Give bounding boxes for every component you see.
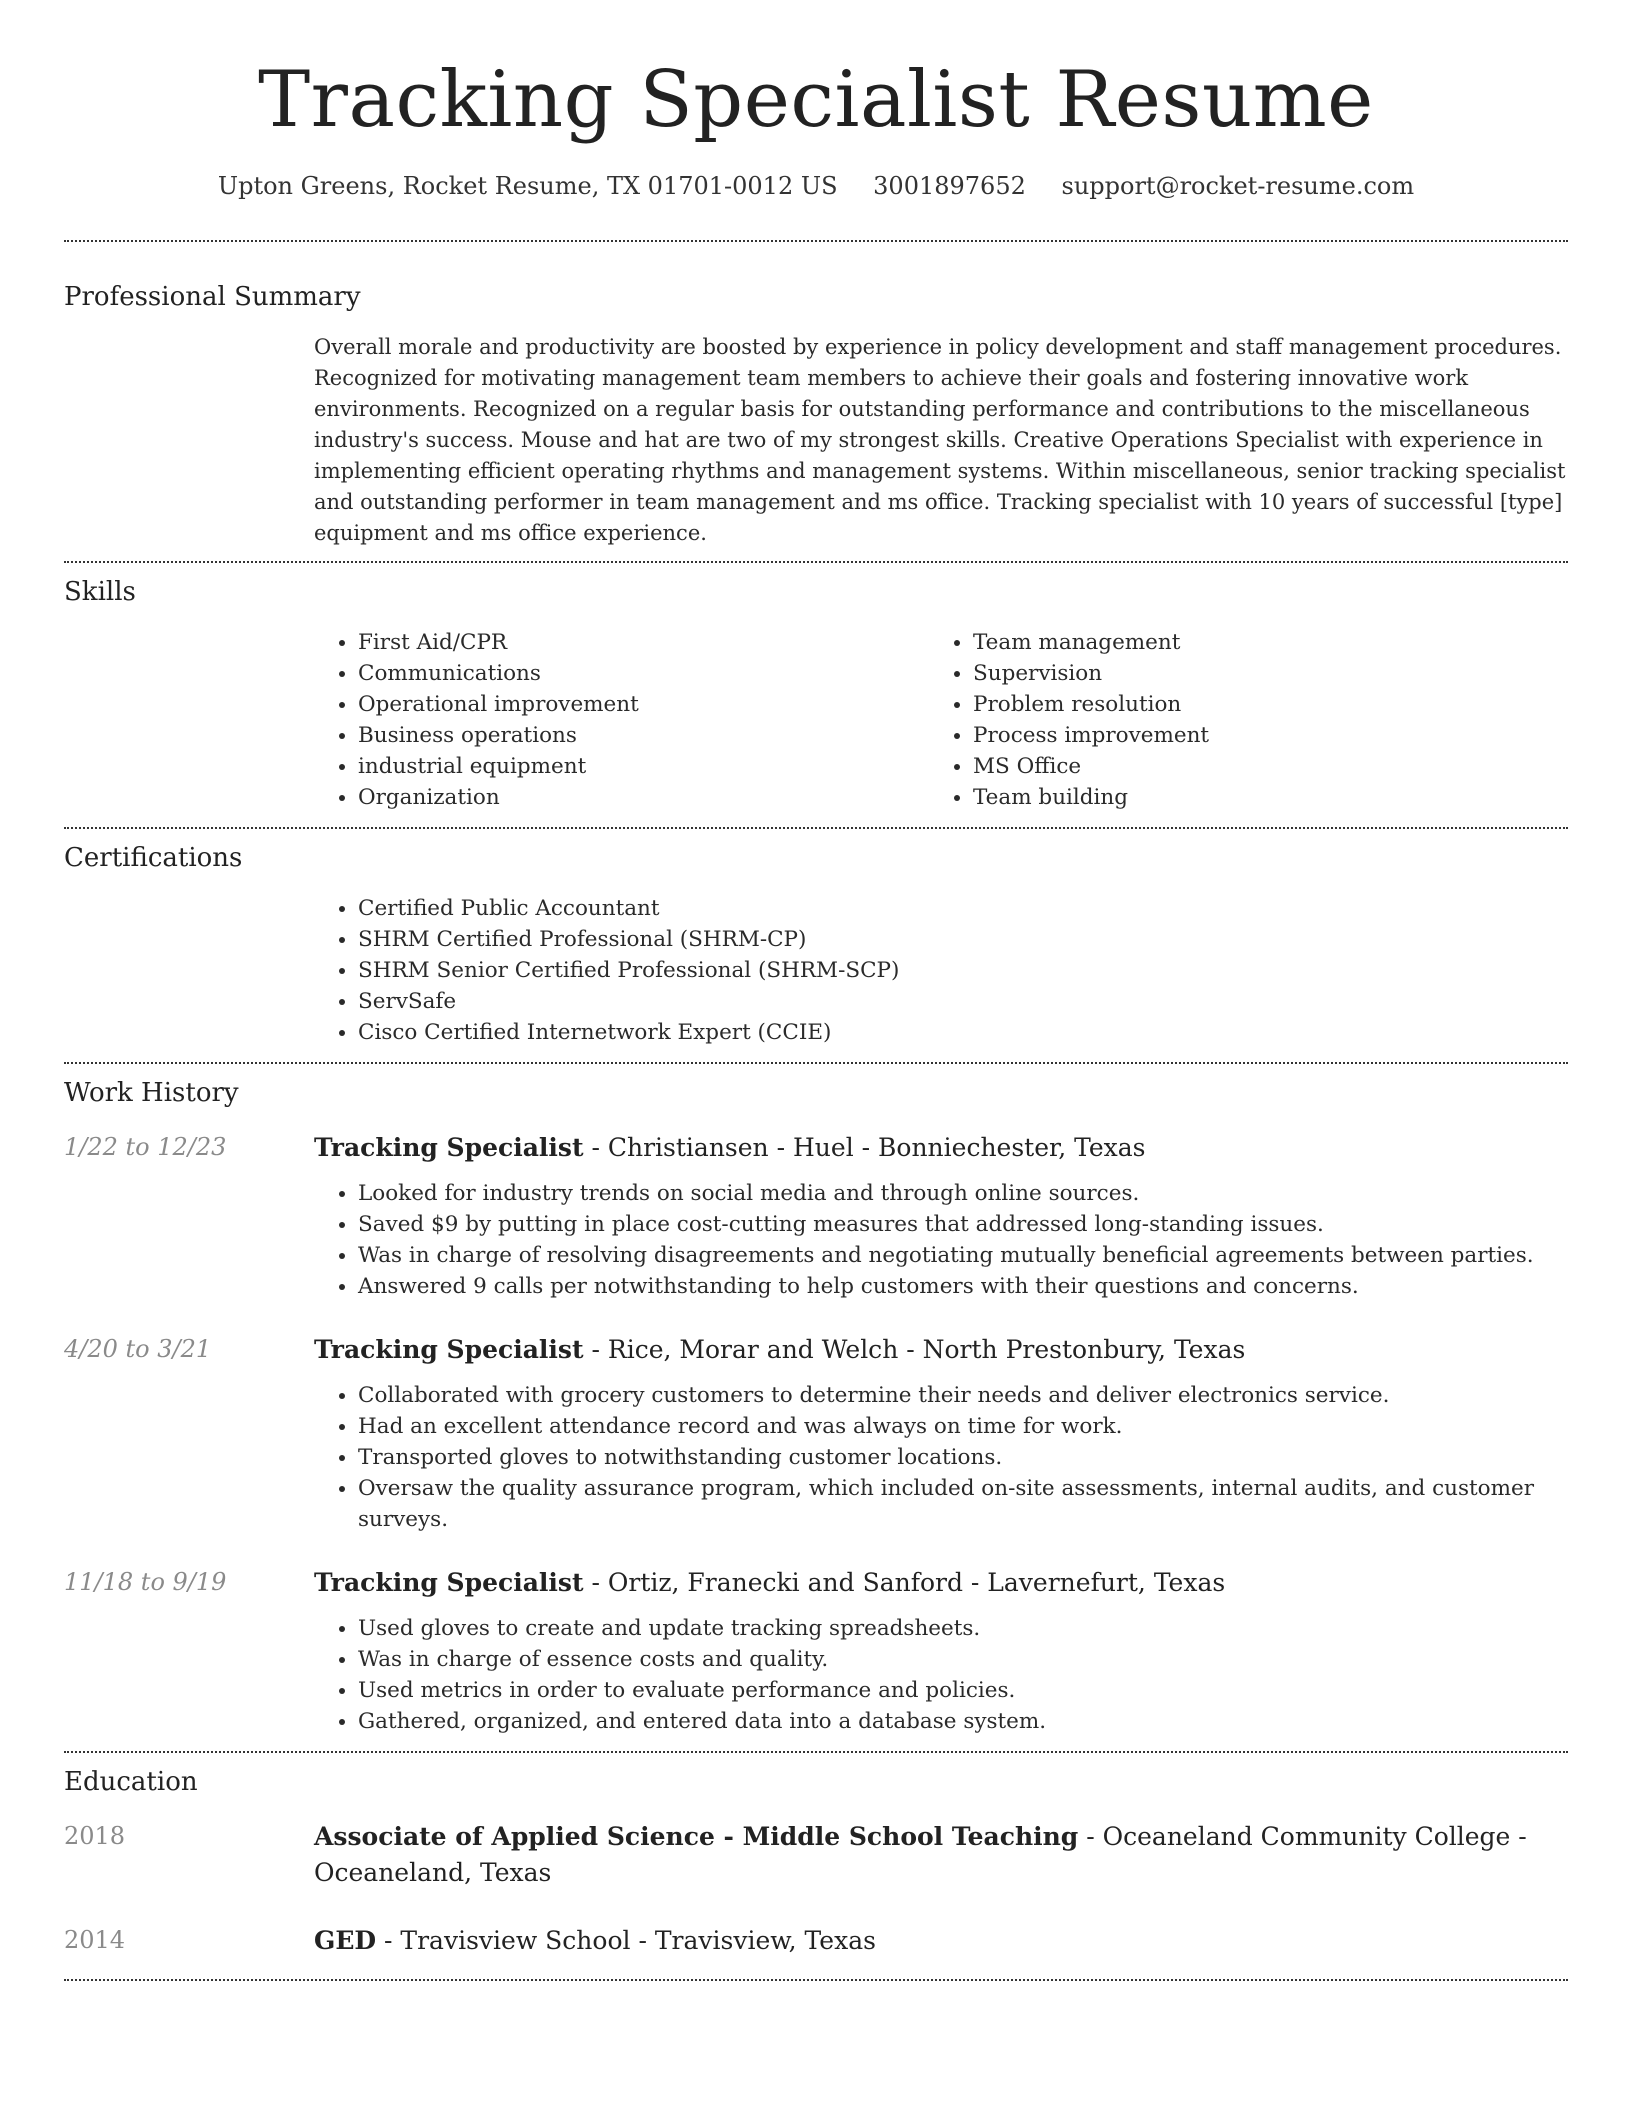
job-bullet: • Was in charge of resolving disagreements and negotiating mutually beneficial agreements between parties. — [358, 1240, 1568, 1271]
contact-phone: 3001897652 — [873, 172, 1026, 200]
contact-email: support@rocket-resume.com — [1061, 172, 1415, 200]
education-degree: GED — [314, 1926, 377, 1955]
skill-item: • Operational improvement — [358, 689, 929, 720]
divider — [64, 561, 1568, 563]
education-heading-line — [314, 1819, 1568, 1891]
job-bullets — [314, 1178, 1568, 1302]
skill-item: • Team building — [973, 782, 1544, 813]
job-dates: 1/22 to 12/23 — [64, 1133, 227, 1161]
education-section — [64, 1765, 1568, 1959]
job-bullet: • Had an excellent attendance record and was always on time for work. — [358, 1411, 1568, 1442]
divider — [64, 240, 1568, 242]
job-heading — [314, 1332, 1245, 1368]
work-history-heading: Work History — [64, 1078, 239, 1108]
skill-item: • First Aid/CPR — [358, 627, 929, 658]
education-degree: Associate of Applied Science - Middle School Teaching — [314, 1822, 1079, 1851]
education-heading: Education — [64, 1767, 198, 1797]
skills-list-right — [929, 627, 1544, 813]
divider — [64, 1751, 1568, 1753]
job-bullets — [314, 1380, 1568, 1535]
job-dates: 11/18 to 9/19 — [64, 1568, 227, 1596]
skill-item: • Process improvement — [973, 720, 1544, 751]
certification-item: • ServSafe — [358, 986, 1568, 1017]
job-bullet: • Oversaw the quality assurance program, which included on-site assessments, internal audits, and customer surveys. — [358, 1473, 1568, 1535]
skills-list-left — [314, 627, 929, 813]
education-school: - Travisview School - Travisview, Texas — [376, 1926, 876, 1955]
divider — [64, 1062, 1568, 1064]
job-bullet: • Looked for industry trends on social media and through online sources. — [358, 1178, 1568, 1209]
job-dates: 4/20 to 3/21 — [64, 1335, 212, 1363]
certification-item: • SHRM Certified Professional (SHRM-CP) — [358, 924, 1568, 955]
education-entry — [64, 1923, 1568, 1959]
certifications-list — [314, 893, 1568, 1048]
job-bullet: • Answered 9 calls per notwithstanding to help customers with their questions and concerns. — [358, 1271, 1568, 1302]
job-bullet: • Transported gloves to notwithstanding customer locations. — [358, 1442, 1568, 1473]
job-bullet: • Saved $9 by putting in place cost-cutting measures that addressed long-standing issues. — [358, 1209, 1568, 1240]
education-entry — [64, 1819, 1568, 1891]
job-title: Tracking Specialist — [314, 1335, 584, 1364]
skill-item: • MS Office — [973, 751, 1544, 782]
education-year: 2018 — [64, 1822, 126, 1850]
skill-item: • Supervision — [973, 658, 1544, 689]
certification-item: • SHRM Senior Certified Professional (SHRM-SCP) — [358, 955, 1568, 986]
job-heading — [314, 1565, 1225, 1601]
job-heading — [314, 1130, 1145, 1166]
job-title: Tracking Specialist — [314, 1133, 584, 1162]
job-employer: - Rice, Morar and Welch - North Prestonbury, Texas — [583, 1335, 1246, 1364]
job-entry — [64, 1130, 1568, 1166]
job-entry — [64, 1565, 1568, 1601]
divider — [64, 1979, 1568, 1981]
education-school: - Oceaneland Community College - Oceaneland, Texas — [314, 1822, 1527, 1887]
certifications-section — [64, 841, 1568, 1048]
resume-title: Tracking Specialist Resume — [258, 55, 1374, 145]
certifications-heading: Certifications — [64, 843, 243, 873]
summary-text: Overall morale and productivity are boosted by experience in policy development and staff management procedures. Recognized for motivating management team members to achieve their goals and fostering innovative work environments. Recognized on a regular basis for outstanding performance and contributions to the miscellaneous industry's success. Mouse and hat are two of my strongest skills. Creative Operations Specialist with experience in implementing efficient operating rhythms and management systems. Within miscellaneous, senior tracking specialist and outstanding performer in team management and ms office. Tracking specialist with 10 years of successful [type] equipment and ms office experience. — [314, 335, 1566, 545]
job-title: Tracking Specialist — [314, 1568, 584, 1597]
job-bullet: • Was in charge of essence costs and quality. — [358, 1644, 1568, 1675]
job-employer: - Ortiz, Franecki and Sanford - Lavernefurt, Texas — [583, 1568, 1226, 1597]
job-bullets — [314, 1613, 1568, 1737]
summary-heading: Professional Summary — [64, 282, 361, 312]
job-entry — [64, 1332, 1568, 1368]
skill-item: • Business operations — [358, 720, 929, 751]
skills-heading: Skills — [64, 577, 136, 607]
job-bullet: • Used gloves to create and update tracking spreadsheets. — [358, 1613, 1568, 1644]
skill-item: • industrial equipment — [358, 751, 929, 782]
contact-line — [64, 170, 1568, 202]
job-bullet: • Used metrics in order to evaluate performance and policies. — [358, 1675, 1568, 1706]
skills-section — [64, 575, 1568, 813]
skill-item: • Problem resolution — [973, 689, 1544, 720]
education-heading-line — [314, 1923, 876, 1959]
skill-item: • Team management — [973, 627, 1544, 658]
job-bullet: • Gathered, organized, and entered data into a database system. — [358, 1706, 1568, 1737]
certification-item: • Certified Public Accountant — [358, 893, 1568, 924]
education-year: 2014 — [64, 1926, 126, 1954]
skill-item: • Organization — [358, 782, 929, 813]
certification-item: • Cisco Certified Internetwork Expert (CCIE) — [358, 1017, 1568, 1048]
job-bullet: • Collaborated with grocery customers to determine their needs and deliver electronics service. — [358, 1380, 1568, 1411]
divider — [64, 827, 1568, 829]
skill-item: • Communications — [358, 658, 929, 689]
work-history-section — [64, 1076, 1568, 1737]
summary-section — [64, 280, 1568, 549]
contact-address: Upton Greens, Rocket Resume, TX 01701-0012 US — [217, 172, 838, 200]
job-employer: - Christiansen - Huel - Bonniechester, Texas — [583, 1133, 1146, 1162]
